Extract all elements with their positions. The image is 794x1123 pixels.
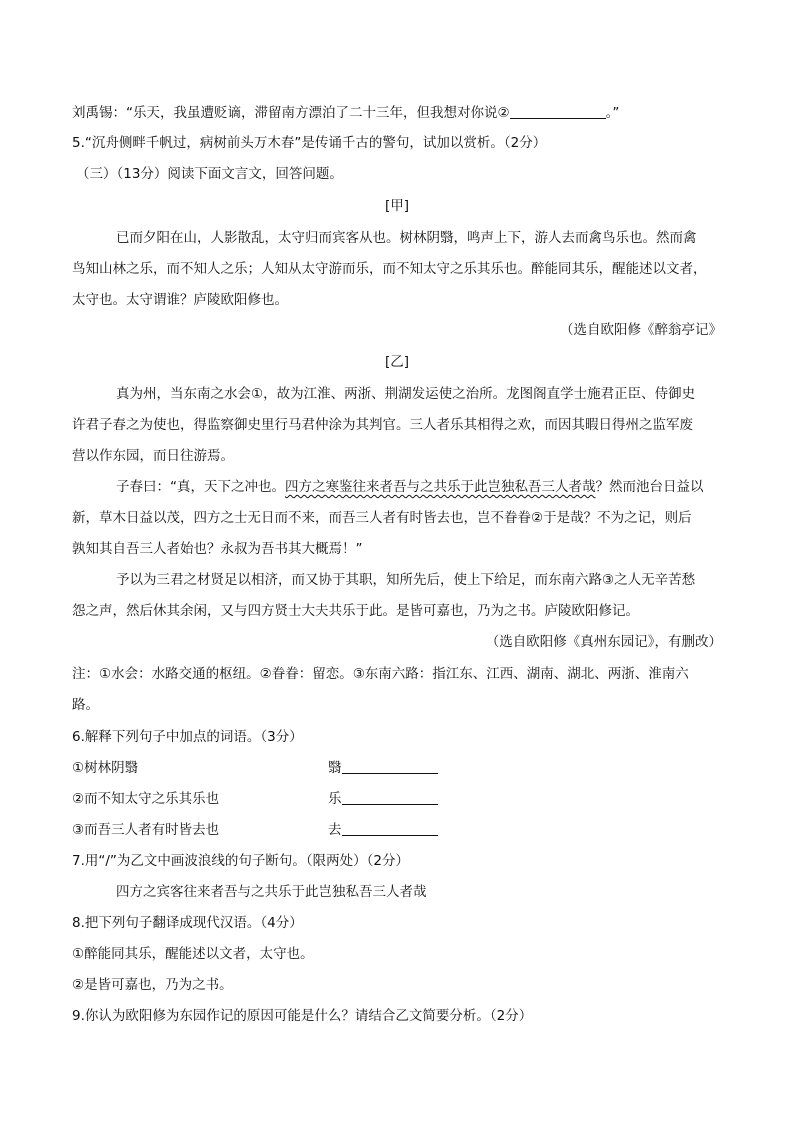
question-9: 9.你认为欧阳修为东园作记的原因可能是什么？请结合乙文简要分析。（2分） (72, 1008, 533, 1024)
question-7-title: 7.用“/”为乙文中画波浪线的句子断句。（限两处）（2分） (72, 853, 410, 869)
wavy-underlined-sentence: 四方之寒鉴往来者吾与之共乐于此岂独私吾三人者哉 (285, 479, 596, 495)
answer-blank[interactable] (342, 821, 438, 836)
notes-line: 注：①水会：水路交通的枢纽。②眷眷：留恋。③东南六路：指江东、江西、湖南、湖北、两浙、淮南六 (72, 666, 689, 682)
yi-line: 予以为三君之材贤足以相济，而又协于其职，知所先后，使上下给足，而东南六路③之人无辛苦愁 (116, 572, 696, 588)
question-5: 5.“沉舟侧畔千帆过，病树前头万木春”是传诵千古的警句，试加以赏析。（2分） (72, 135, 547, 151)
jia-line: 鸟知山林之乐，而不知人之乐；人知从太守游而乐，而不知太守之乐其乐也。醉能同其乐，醒能述以文者， (72, 261, 707, 277)
liu-line: 刘禹锡：“乐天，我虽遭贬谪，滞留南方漂泊了二十三年，但我想对你说② 。” (72, 105, 620, 121)
passage-yi-title: [乙] (384, 354, 410, 370)
q6-item: ②而不知太守之乐其乐也 乐 (72, 789, 722, 809)
yi-line: 营以作东园，而日往游焉。 (72, 448, 234, 464)
yi-line: 新，草木日益以茂，四方之士无日而不来，而吾三人者有时皆去也，岂不眷眷②于是哉？不为之记，则后 (72, 510, 692, 526)
notes-line: 路。 (72, 697, 99, 713)
q8-sentence: ②是皆可嘉也，乃为之书。 (72, 977, 233, 993)
yi-line: 许君子春之为使也，得监察御史里行马君仲涂为其判官。三人者乐其相得之欢，而因其暇日得州之监军废 (72, 417, 693, 433)
jia-line: 太守也。太守谓谁？庐陵欧阳修也。 (72, 292, 288, 308)
question-8-title: 8.把下列句子翻译成现代汉语。（4分） (72, 915, 303, 931)
yi-line: 真为州，当东南之水会①，故为江淮、两浙、荆湖发运使之治所。龙图阁直学士施君正臣、侍御史 (116, 386, 696, 402)
yi-line: 子春曰：“真，天下之冲也。四方之寒鉴往来者吾与之共乐于此岂独私吾三人者哉？然而池台日益以 (116, 479, 704, 495)
q6-item: ①树林阴翳 翳 (72, 758, 722, 778)
q7-sentence: 四方之宾客往来者吾与之共乐于此岂独私吾三人者哉 (116, 884, 427, 900)
passage-jia-title: [甲] (384, 198, 410, 214)
q8-sentence: ①醉能同其乐，醒能述以文者，太守也。 (72, 946, 314, 962)
q6-item: ③而吾三人者有时皆去也 去 (72, 820, 722, 840)
jia-source: （选自欧阳修《醉翁亭记》 (560, 322, 722, 338)
yi-source: （选自欧阳修《真州东园记》，有删改） (485, 634, 722, 650)
answer-blank[interactable] (342, 790, 438, 805)
jia-line: 已而夕阳在山，人影散乱，太守归而宾客从也。树林阴翳，鸣声上下，游人去而禽鸟乐也。然而禽 (116, 230, 697, 246)
answer-blank[interactable] (510, 104, 606, 119)
yi-line: 孰知其自吾三人者始也？永叔为吾书其大概焉！” (72, 541, 363, 557)
yi-line: 怨之声，然后休其余闲，又与四方贤士大夫共乐于此。是皆可嘉也，乃为之书。庐陵欧阳修记。 (72, 603, 639, 619)
section-3-heading: （三）（13分）阅读下面文言文，回答问题。 (76, 166, 343, 182)
question-6-title: 6.解释下列句子中加点的词语。（3分） (72, 729, 303, 745)
answer-blank[interactable] (342, 759, 438, 774)
